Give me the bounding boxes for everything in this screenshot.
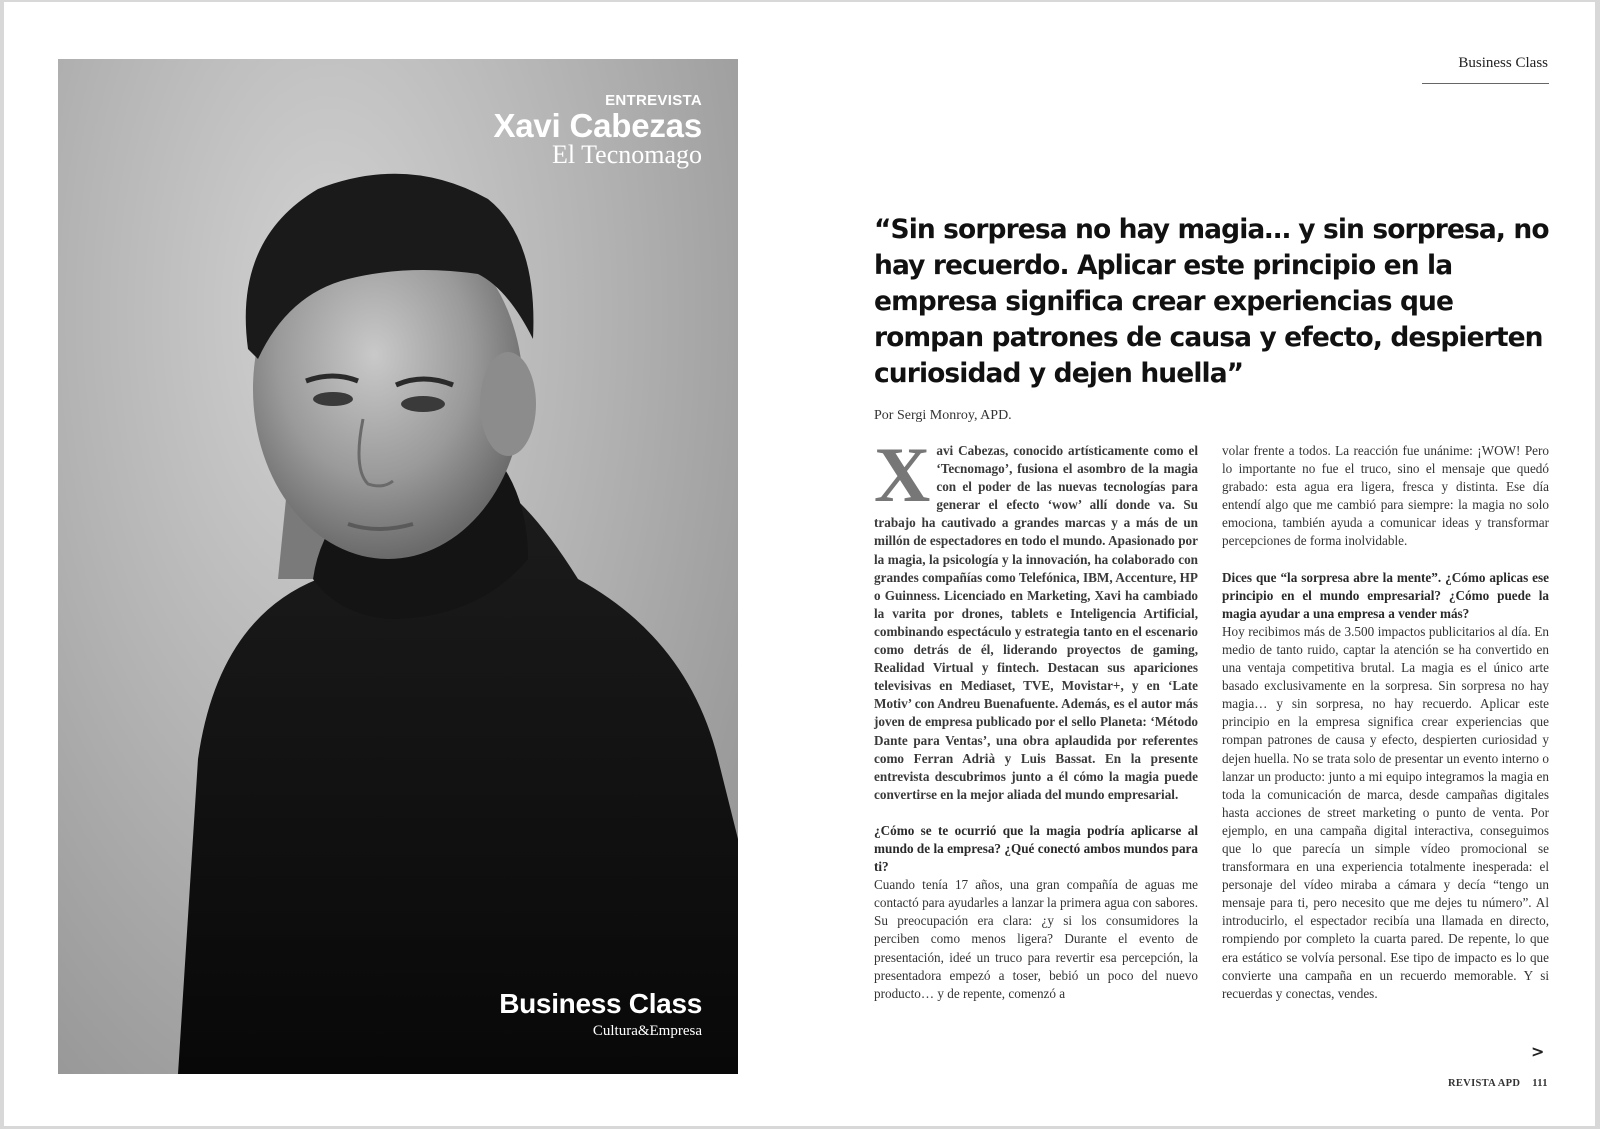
pull-quote-headline	[874, 212, 1554, 392]
answer-1-part-1: Cuando tenía 17 años, una gran compañía de aguas me contactó para ayudarles a lanzar la primera agua con sabores. Su preocupación era clara: ¿y si los consumidores la perciben como menos ligera? Durante el evento de presentación, ideé un truco para revertir esa percepción, la presentadora empezó a toser, bebió un poco del nuevo producto… y de repente, comenzó a	[874, 877, 1198, 1001]
answer-2: Hoy recibimos más de 3.500 impactos publicitarios al día. En medio de tanto ruido, captar la atención se ha convertido en una ventaja competitiva brutal. La magia es el único arte basado exclusivamente en la sorpresa. Sin sorpresa no hay magia… y sin sorpresa, no hay recuerdo. Aplicar este principio en la empresa significa crear experiencias que rompan patrones de causa y efecto, despierten curiosidad y dejen huella. No se trata solo de presentar un evento interno o lanzar un producto: junto a mi equipo integramos la magia en toda la comunicación de marca, desde campañas digitales hasta acciones de street marketing o punto de venta. Por ejemplo, en una campaña digital interactiva, conseguimos que lo que parecía un simple vídeo promocional se transformara en una experiencia totalmente inesperada: el personaje del vídeo miraba a cámara y decía “tengo un mensaje para ti, pero necesito que me dejes tu número”. Al introducirlo, el espectador recibía una llamada en directo, rompiendo por completo la cuarta pared. De repente, lo que era estático se volvía personal. Ese tipo de impacto es lo que convierte una campaña en un recuerdo memorable. Y si recuerdas y conectas, vendes.	[1222, 623, 1549, 1001]
section-brand: Business Class	[499, 988, 702, 1019]
article-intro	[874, 431, 1198, 804]
answer-1-part-2: volar frente a todos. La reacción fue unánime: ¡WOW! Pero lo importante no fue el truco, sino el mensaje que quedó grabado: esta agua era ligera, fresca y distinta. Ese día entendí algo que me cambió para siempre: la magia no solo emociona, también ayuda a comunicar ideas y transformar percepciones de forma inolvidable.	[1222, 443, 1549, 549]
article-column-2	[1222, 442, 1549, 1003]
byline: Por Sergi Monroy, APD.	[874, 408, 1012, 423]
article-column-1	[874, 431, 1198, 1003]
continue-arrow-icon: >	[1531, 1042, 1545, 1061]
magazine-name: REVISTA APD	[1448, 1078, 1521, 1089]
intro-text: avi Cabezas, conocido artísticamente como el ‘Tecnomago’, fusiona el asombro de la magia con el poder de las nuevas tecnologías para generar el efecto ‘wow’ allí donde va. Su trabajo ha cautivado a grandes marcas y a más de un millón de espectadores en todo el mundo. Apasionado por la magia, la psicología y la innovación, ha colaborado con grandes compañías como Telefónica, IBM, Accenture, HP o Guinness. Licenciado en Marketing, Xavi ha cambiado la varita por drones, tablets e Inteligencia Artificial, combinando espectáculo y estrategia tanto en el escenario como detrás de él, liderando proyectos de gaming, Realidad Virtual y fintech. Destacan sus apariciones televisivas en Mediaset, TVE, Movistar+, y en ‘Late Motiv’ con Andreu Buenafuente. Además, es el autor más joven de empresa publicado por el sello Planeta: ‘Método Dante para Ventas’, una obra aplaudida por referentes como Ferran Adrià y Luis Bassat. En la presente entrevista descubrimos junto a él cómo la magia puede convertirse en la mejor aliada del mundo empresarial.	[874, 443, 1198, 802]
entrevista-kicker: ENTREVISTA	[605, 92, 702, 109]
cover-photo	[58, 59, 738, 1074]
interviewee-name: Xavi Cabezas	[493, 107, 702, 144]
headline-bold: “Sin sorpresa no hay magia… y sin sorpresa, no hay recuerdo.	[874, 214, 1549, 281]
headline-regular: Aplicar este principio en la empresa significa crear experiencias que rompan patrones de causa y efecto, despierten curiosidad y dejen huella”	[874, 250, 1543, 389]
running-header: Business Class	[1458, 55, 1548, 71]
drop-cap: X	[874, 431, 931, 518]
page-folio	[1448, 1078, 1548, 1089]
portrait-image	[58, 59, 738, 1074]
magazine-spread	[4, 2, 1595, 1126]
question-1: ¿Cómo se te ocurrió que la magia podría aplicarse al mundo de la empresa? ¿Qué conectó ambos mundos para ti?	[874, 822, 1198, 875]
interviewee-alias: El Tecnomago	[551, 140, 702, 169]
question-2: Dices que “la sorpresa abre la mente”. ¿Cómo aplicas ese principio en el mundo empresarial? ¿Cómo puede la magia ayudar a una empresa a vender más?	[1222, 569, 1549, 621]
page-number: 111	[1532, 1078, 1548, 1089]
header-rule	[1422, 83, 1549, 84]
section-brand-sub: Cultura&Empresa	[592, 1023, 702, 1039]
